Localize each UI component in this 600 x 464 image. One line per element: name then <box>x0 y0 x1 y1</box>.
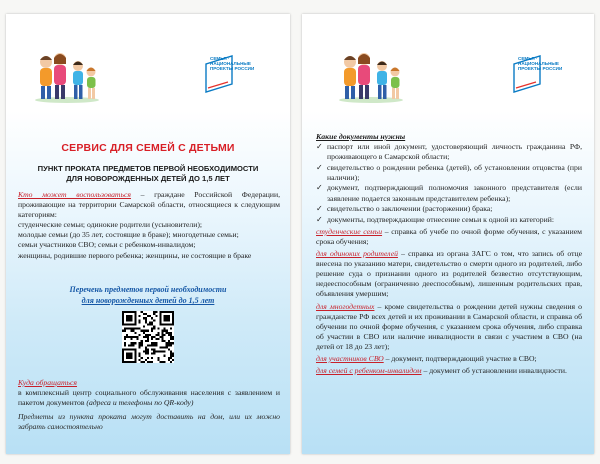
right-page <box>302 14 594 454</box>
items-list-line-1: Перечень предметов первой необходимости <box>69 285 227 294</box>
subtitle-line-2: ДЛЯ НОВОРОЖДЕННЫХ ДЕТЕЙ ДО 1,5 ЛЕТ <box>66 174 230 183</box>
logo-text: СЕМЬЯ · НАЦИОНАЛЬНЫЕ ПРОЕКТЫ РОССИИ <box>518 56 563 72</box>
category-line: семьи участников СВО; семьи с ребенком-инвалидом; <box>18 240 196 250</box>
doc-item: ✓ свидетельство о рождении ребенка (детей), об установлении отцовства (при наличии); <box>316 162 582 182</box>
eligibility-block <box>18 190 280 261</box>
single-parent-paragraph: для одиноких родителей – справка из органа ЗАГС о том, что запись об отце внесена по указанию матери, свидетельство о смерти одного из родителей, либо решение суда о признании одного из родителей безвестно отсутствующим, недееспособным (ограниченно дееспособным), лишенным родительских прав, объявления умершим; <box>316 249 582 299</box>
logo-text: СЕМЬЯ · НАЦИОНАЛЬНЫЕ ПРОЕКТЫ РОССИИ <box>210 56 255 72</box>
service-title: СЕРВИС ДЛЯ СЕМЕЙ С ДЕТЬМИ <box>61 142 235 154</box>
rental-subtitle <box>20 164 276 184</box>
student-paragraph: студенческие семьи – справка об учебе по очной форме обучения, с указанием срока обучения; <box>316 226 582 246</box>
where-label: Куда обращаться <box>18 378 77 387</box>
doc-item: ✓ документы, подтверждающие отнесение семьи к одной из категорий: <box>316 214 554 224</box>
category-line: молодые семьи (до 35 лет, состоящие в браке); многодетные семьи; <box>18 230 239 240</box>
check-icon: ✓ <box>316 142 323 152</box>
category-line: женщины, родившие первого ребенка; женщины, не состоящие в браке <box>18 250 252 260</box>
items-list-line-2: для новорожденных детей до 1,5 лет <box>81 296 215 305</box>
doc-item: ✓ документ, подтверждающий полномочия законного представителя (если заявление подается законным представителем ребенка); <box>316 183 582 203</box>
left-page <box>6 14 290 454</box>
national-projects-logo <box>202 54 256 94</box>
check-icon: ✓ <box>316 204 323 214</box>
check-icon: ✓ <box>316 214 323 224</box>
national-projects-logo <box>510 54 564 94</box>
documents-block <box>316 132 582 378</box>
large-family-paragraph: для многодетных – кроме свидетельства о рождении детей нужны сведения о гражданстве РФ всех детей и их проживании в Самарской области, и справка об обучении по очной форме обучения, с указанием срока обучения, либо справка об участии в СВО или наличие инвалидности в связи с участием в СВО (на детей от 18 до 23 лет); <box>316 301 582 351</box>
where-note: (адреса и телефоны по QR-коду) <box>86 398 194 408</box>
who-text: – граждане Российской Федерации, проживающие на территории Самарской области, относящиеся к следующим категориям: <box>18 190 280 220</box>
where-block <box>18 378 280 408</box>
docs-heading: Какие документы нужны <box>316 132 406 141</box>
family-illustration <box>336 48 406 104</box>
check-icon: ✓ <box>316 183 323 193</box>
doc-item: ✓ свидетельство о заключении (расторжении) брака; <box>316 204 493 214</box>
docs-list <box>316 142 582 225</box>
category-line: студенческие семьи; одинокие родители (усыновители); <box>18 220 203 230</box>
qr-code[interactable] <box>122 311 174 363</box>
disabled-child-paragraph: для семей с ребенком-инвалидом – документ об установлении инвалидности. <box>316 366 567 376</box>
family-illustration <box>32 48 102 104</box>
check-icon: ✓ <box>316 162 323 172</box>
doc-item: ✓ паспорт или иной документ, удостоверяющий личность гражданина РФ, проживающего в Самарской области; <box>316 142 582 162</box>
subtitle-line-1: ПУНКТ ПРОКАТА ПРЕДМЕТОВ ПЕРВОЙ НЕОБХОДИМОСТИ <box>37 164 259 173</box>
delivery-note: Предметы из пункта проката могут доставить на дом, или их можно забрать самостоятельно <box>18 412 280 432</box>
svo-paragraph: для участников СВО – документ, подтверждающий участие в СВО; <box>316 353 537 363</box>
who-label: Кто может воспользоваться <box>18 190 131 199</box>
where-text: в комплексный центр социального обслуживания населения с заявлением и пакетом документов <box>18 388 280 408</box>
items-list-link[interactable] <box>26 284 270 306</box>
